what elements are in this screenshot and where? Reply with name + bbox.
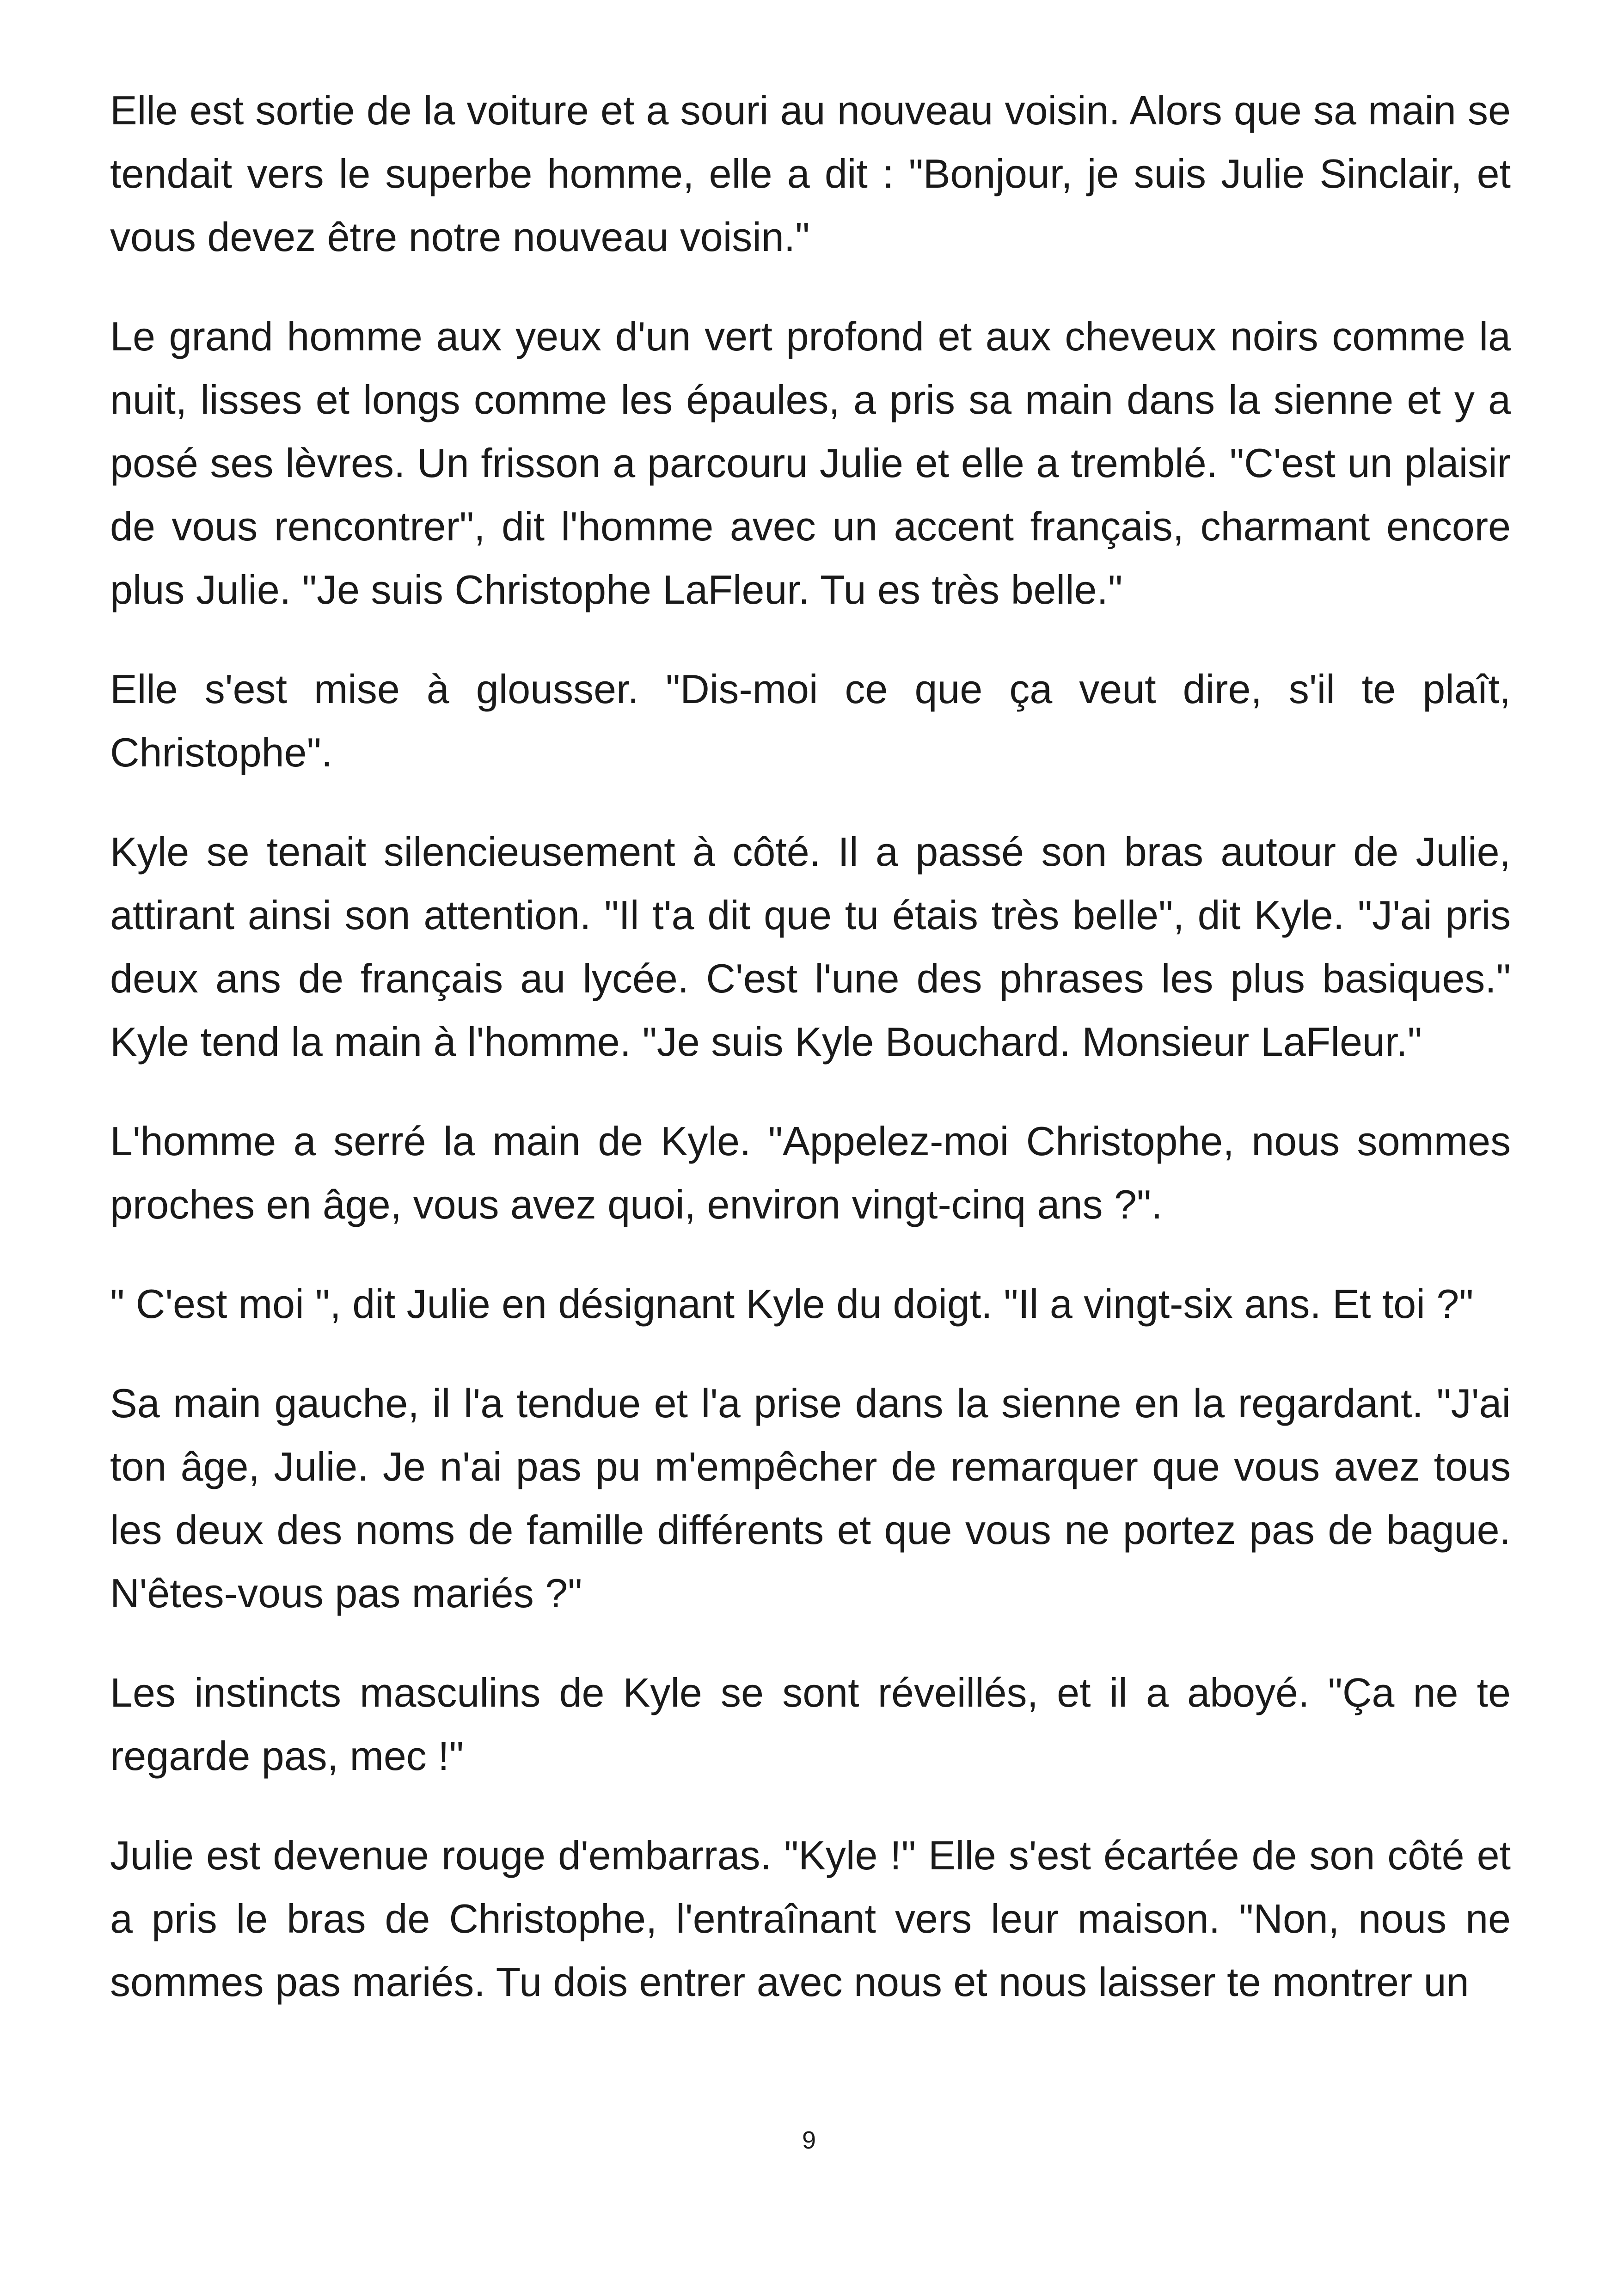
body-text	[110, 79, 1511, 2050]
paragraph-4: Kyle se tenait silencieusement à côté. Il a passé son bras autour de Julie, attirant ainsi son attention. "Il t'a dit que tu étais très belle", dit Kyle. "J'ai pris deux ans de français au lycée. C'est l'une des phrases les plus basiques." Kyle tend la main à l'homme. "Je suis Kyle Bouchard. Monsieur LaFleur."	[110, 829, 1511, 1065]
paragraph-5: L'homme a serré la main de Kyle. "Appelez-moi Christophe, nous sommes proches en âge, vous avez quoi, environ vingt-cinq ans ?".	[110, 1118, 1511, 1227]
paragraph-1: Elle est sortie de la voiture et a souri au nouveau voisin. Alors que sa main se tendait vers le superbe homme, elle a dit : "Bonjour, je suis Julie Sinclair, et vous devez être notre nouveau voisin."	[110, 87, 1511, 260]
paragraph-9: Julie est devenue rouge d'embarras. "Kyle !" Elle s'est écartée de son côté et a pris le bras de Christophe, l'entraînant vers leur maison. "Non, nous ne sommes pas mariés. Tu dois entrer avec nous et nous laisser te montrer un	[110, 1832, 1511, 2005]
paragraph-6: " C'est moi ", dit Julie en désignant Kyle du doigt. "Il a vingt-six ans. Et toi ?"	[110, 1281, 1474, 1327]
paragraph-2: Le grand homme aux yeux d'un vert profond et aux cheveux noirs comme la nuit, lisses et longs comme les épaules, a pris sa main dans la sienne et y a posé ses lèvres. Un frisson a parcouru Julie et elle a tremblé. "C'est un plaisir de vous rencontrer", dit l'homme avec un accent français, charmant encore plus Julie. "Je suis Christophe LaFleur. Tu es très belle."	[110, 313, 1511, 612]
paragraph-7: Sa main gauche, il l'a tendue et l'a prise dans la sienne en la regardant. "J'ai ton âge, Julie. Je n'ai pas pu m'empêcher de remarquer que vous avez tous les deux des noms de famille différents et que vous ne portez pas de bague. N'êtes-vous pas mariés ?"	[110, 1380, 1511, 1616]
page-number: 9	[802, 2126, 816, 2154]
paragraph-3: Elle s'est mise à glousser. "Dis-moi ce que ça veut dire, s'il te plaît, Christophe".	[110, 666, 1511, 775]
paragraph-8: Les instincts masculins de Kyle se sont réveillés, et il a aboyé. "Ça ne te regarde pas, mec !"	[110, 1670, 1511, 1779]
